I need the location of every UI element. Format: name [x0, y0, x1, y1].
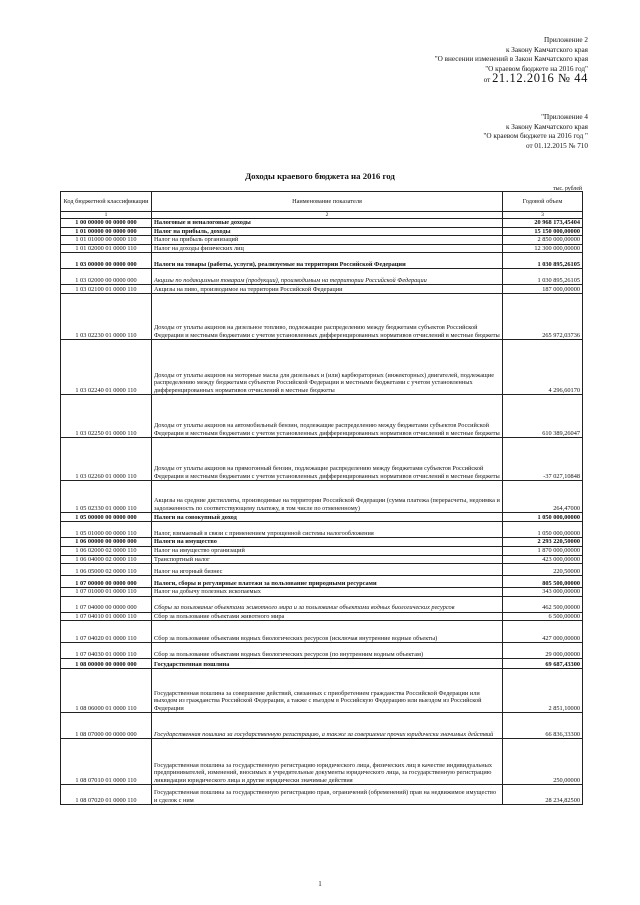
row-code: 1 03 02240 01 0000 110 — [61, 340, 152, 395]
row-code: 1 03 02250 01 0000 110 — [61, 395, 152, 438]
table-row — [61, 253, 583, 269]
table-row — [61, 285, 583, 294]
row-code: 1 08 07010 01 0000 110 — [61, 739, 152, 785]
column-number: 2 — [152, 212, 503, 219]
row-name: Налог на прибыль, доходы — [152, 227, 503, 236]
row-code: 1 06 00000 00 0000 000 — [61, 538, 152, 547]
table-row — [61, 236, 583, 245]
row-name: Акцизы на средние дистилляты, производимые на территории Российской Федерации (сумма платежа (перерасчеты, недоимка и задолженность по соответствующему платежу, в том числе по отмененному) — [152, 481, 503, 513]
row-value: 1 050 000,00000 — [503, 513, 583, 522]
appendix-4-header — [483, 113, 588, 151]
row-name: Сбор за пользование объектами водных биологических ресурсов (исключая внутренние водные объекты) — [152, 621, 503, 643]
row-name: Государственная пошлина за государственную регистрацию прав, ограничений (обременений) прав на недвижимое имущество и сделок с ним — [152, 785, 503, 805]
row-code: 1 00 00000 00 0000 000 — [61, 219, 152, 228]
header-line: "Приложение 4 — [541, 113, 588, 121]
units-label: тыс. рублей — [553, 186, 582, 192]
row-name: Государственная пошлина за государственную регистрацию юридического лица, физических лиц в качестве индивидуальных предпринимателей, изменений, вносимых в учредительные документы юридического лица, за государственную регистрацию ликвидации юридического лица и другие юридически значимые действия — [152, 739, 503, 785]
revenue-table — [60, 191, 583, 805]
row-value: 250,00000 — [503, 739, 583, 785]
row-name: Доходы от уплаты акцизов на дизельное топливо, подлежащие распределению между бюджетами субъектов Российской Федерации и местными бюджетами с учетом установленных дифференцированных нормативов отчислений в местные бюджеты — [152, 294, 503, 340]
document-title: Доходы краевого бюджета на 2016 год — [245, 171, 395, 181]
row-value: 20 968 173,45404 — [503, 219, 583, 228]
row-value: 423 000,00000 — [503, 555, 583, 564]
row-name: Сбор за пользование объектами водных биологических ресурсов (по внутренним водным объектам) — [152, 643, 503, 659]
row-name: Налоги на имущество — [152, 538, 503, 547]
row-name: Налог на игорный бизнес — [152, 564, 503, 576]
table-row — [61, 546, 583, 555]
row-name: Налог на имущество организаций — [152, 546, 503, 555]
row-name: Государственная пошлина за совершение действий, связанных с приобретением гражданства Российской Федерации или выходом из гражданства Российской Федерации, а также с въездом в Российскую Федерацию или выездом из Российской Федерации — [152, 669, 503, 713]
row-value: 2 293 220,50000 — [503, 538, 583, 547]
table-row — [61, 244, 583, 253]
row-code: 1 08 07020 01 0000 110 — [61, 785, 152, 805]
header-line: к Закону Камчатского края — [506, 122, 588, 131]
row-value: 220,50000 — [503, 564, 583, 576]
row-value: 427 000,00000 — [503, 621, 583, 643]
row-value: 12 300 000,00000 — [503, 244, 583, 253]
row-code: 1 07 04010 01 0000 110 — [61, 612, 152, 621]
row-code: 1 03 02260 01 0000 110 — [61, 438, 152, 481]
table-row — [61, 294, 583, 340]
row-name: Транспортный налог — [152, 555, 503, 564]
row-code: 1 07 00000 00 0000 000 — [61, 576, 152, 588]
appendix-2-header — [435, 36, 588, 86]
row-code: 1 07 04020 01 0000 110 — [61, 621, 152, 643]
header-line: к Закону Камчатского края — [506, 45, 588, 54]
handwritten-date-number: 21.12.2016 № 44 — [492, 71, 588, 85]
table-row — [61, 669, 583, 713]
table-row — [61, 538, 583, 547]
row-value: 28 234,82500 — [503, 785, 583, 805]
table-row — [61, 481, 583, 513]
row-name: Налог на прибыль организаций — [152, 236, 503, 245]
row-value: 462 500,00000 — [503, 596, 583, 612]
row-code: 1 05 00000 00 0000 000 — [61, 513, 152, 522]
row-code: 1 07 01000 01 0000 110 — [61, 588, 152, 597]
row-name: Налоговые и неналоговые доходы — [152, 219, 503, 228]
row-value: 265 972,03736 — [503, 294, 583, 340]
row-value: -37 027,10848 — [503, 438, 583, 481]
table-row — [61, 659, 583, 669]
row-value: 1 030 895,26105 — [503, 269, 583, 285]
row-code: 1 06 05000 02 0000 110 — [61, 564, 152, 576]
row-value: 343 000,00000 — [503, 588, 583, 597]
row-value: 805 500,00000 — [503, 576, 583, 588]
row-name: Налог на доходы физических лиц — [152, 244, 503, 253]
row-value: 6 500,00000 — [503, 612, 583, 621]
column-header-name: Наименование показателя — [152, 192, 503, 212]
table-row — [61, 596, 583, 612]
row-code: 1 01 01000 00 0000 110 — [61, 236, 152, 245]
row-name: Налог, взимаемый в связи с применением упрощенной системы налогообложения — [152, 522, 503, 538]
row-name: Налоги, сборы и регулярные платежи за пользование природными ресурсами — [152, 576, 503, 588]
row-code: 1 05 02330 01 0000 110 — [61, 481, 152, 513]
row-value: 29 000,00000 — [503, 643, 583, 659]
column-header-value: Годовой объем — [503, 192, 583, 212]
table-row — [61, 522, 583, 538]
row-value: 1 030 895,26105 — [503, 253, 583, 269]
page-number: 1 — [318, 880, 322, 888]
table-row — [61, 513, 583, 522]
table-row — [61, 395, 583, 438]
header-line: Приложение 2 — [544, 36, 588, 44]
table-row — [61, 269, 583, 285]
table-row — [61, 739, 583, 785]
row-value: 66 836,33300 — [503, 713, 583, 739]
table-row — [61, 564, 583, 576]
table-row — [61, 621, 583, 643]
row-name: Акцизы на пиво, производимое на территории Российской Федерации — [152, 285, 503, 294]
column-number: 3 — [503, 212, 583, 219]
table-row — [61, 612, 583, 621]
row-name: Доходы от уплаты акцизов на моторные масла для дизельных и (или) карбюраторных (инжекторных) двигателей, подлежащие распределению между бюджетами субъектов Российской Федерации и местными бюджетами с учетом установленных дифференцированных нормативов отчислений в местные бюджеты — [152, 340, 503, 395]
row-name: Налоги на товары (работы, услуги), реализуемые на территории Российской Федерации — [152, 253, 503, 269]
row-name: Сбор за пользование объектами животного мира — [152, 612, 503, 621]
table-row — [61, 219, 583, 228]
row-value: 1 050 000,00000 — [503, 522, 583, 538]
row-name: Сборы за пользование объектами животного мира и за пользование объектами водных биологических ресурсов — [152, 596, 503, 612]
row-value: 264,47000 — [503, 481, 583, 513]
table-row — [61, 576, 583, 588]
row-value: 4 296,60170 — [503, 340, 583, 395]
row-name: Государственная пошлина за государственную регистрацию, а также за совершение прочих юридически значимых действий — [152, 713, 503, 739]
row-code: 1 06 02000 02 0000 110 — [61, 546, 152, 555]
row-code: 1 08 07000 00 0000 000 — [61, 713, 152, 739]
table-row — [61, 588, 583, 597]
table-row — [61, 340, 583, 395]
row-name: Налог на добычу полезных ископаемых — [152, 588, 503, 597]
header-line: "О внесении изменений в Закон Камчатского края — [434, 55, 588, 63]
table-row — [61, 227, 583, 236]
row-code: 1 03 00000 00 0000 000 — [61, 253, 152, 269]
row-value: 69 687,43300 — [503, 659, 583, 669]
header-line: от 01.12.2015 № 710 — [525, 141, 588, 150]
row-code: 1 03 02230 01 0000 110 — [61, 294, 152, 340]
header-line: "О краевом бюджете на 2016 год " — [483, 132, 588, 140]
table-body — [61, 219, 583, 805]
row-value: 15 150 000,00000 — [503, 227, 583, 236]
header-line: "О краевом бюджете на 2016 год" — [485, 64, 588, 73]
table-row — [61, 785, 583, 805]
row-name: Доходы от уплаты акцизов на автомобильный бензин, подлежащие распределению между бюджетами субъектов Российской Федерации и местными бюджетами с учетом установленных дифференцированных нормативов отчислений в местные бюджеты — [152, 395, 503, 438]
row-name: Доходы от уплаты акцизов на прямогонный бензин, подлежащие распределению между бюджетами субъектов Российской Федерации и местными бюджетами с учетом установленных дифференцированных нормативов отчислений в местные бюджеты — [152, 438, 503, 481]
row-value: 610 389,26047 — [503, 395, 583, 438]
column-header-code: Код бюджетной классификации — [61, 192, 152, 212]
row-value: 187 000,00000 — [503, 285, 583, 294]
header-date-line — [435, 71, 588, 86]
table-row — [61, 555, 583, 564]
row-code: 1 08 06000 01 0000 110 — [61, 669, 152, 713]
row-code: 1 05 01000 00 0000 110 — [61, 522, 152, 538]
row-code: 1 01 00000 00 0000 000 — [61, 227, 152, 236]
header-prefix: от — [483, 76, 491, 84]
row-value: 2 851,10000 — [503, 669, 583, 713]
row-value: 1 870 000,00000 — [503, 546, 583, 555]
row-value: 2 850 000,00000 — [503, 236, 583, 245]
table-row — [61, 438, 583, 481]
row-code: 1 07 04000 00 0000 000 — [61, 596, 152, 612]
row-code: 1 03 02100 01 0000 110 — [61, 285, 152, 294]
row-code: 1 03 02000 00 0000 000 — [61, 269, 152, 285]
row-code: 1 01 02000 01 0000 110 — [61, 244, 152, 253]
row-name: Налоги на совокупный доход — [152, 513, 503, 522]
row-code: 1 08 00000 00 0000 000 — [61, 659, 152, 669]
table-row — [61, 713, 583, 739]
row-name: Акцизы по подакцизным товарам (продукции), производимым на территории Российской Федерации — [152, 269, 503, 285]
table-row — [61, 643, 583, 659]
table-header-row — [61, 192, 583, 212]
row-code: 1 07 04030 01 0000 110 — [61, 643, 152, 659]
row-name: Государственная пошлина — [152, 659, 503, 669]
column-number-row — [61, 212, 583, 219]
column-number: 1 — [61, 212, 152, 219]
row-code: 1 06 04000 02 0000 110 — [61, 555, 152, 564]
